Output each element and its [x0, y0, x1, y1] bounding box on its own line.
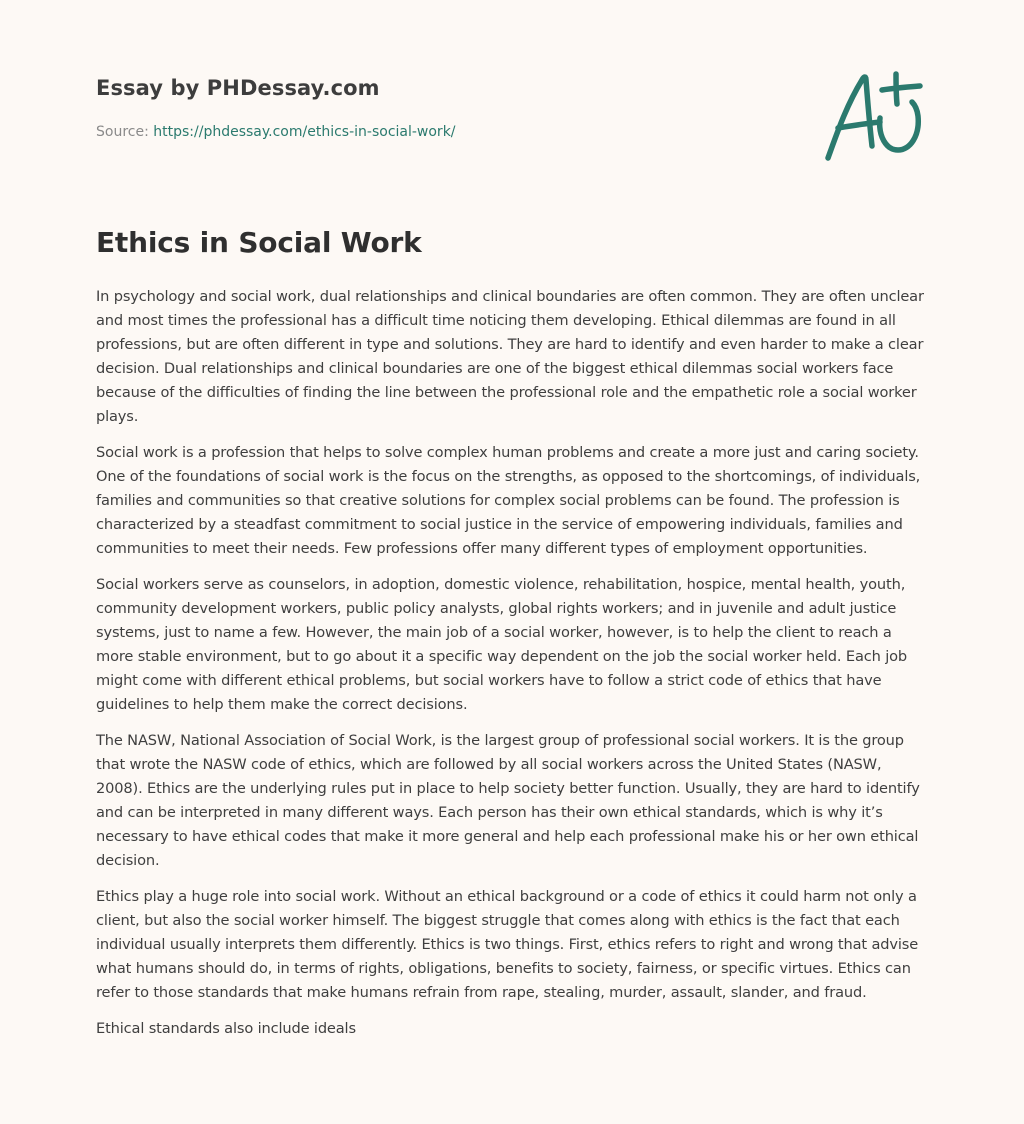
essay-paragraph: The NASW, National Association of Social Work, is the largest group of professional social workers. It is the group that wrote the NASW code of ethics, which are followed by all social workers across the United States (NASW, 2008). Ethics are the underlying rules put in place to help society better function. Usually, they are hard to identify and can be interpreted in many different ways. Each person has their own ethical standards, which is why it’s necessary to have ethical codes that make it more general and help each professional make his or her own ethical decision.	[96, 732, 920, 869]
site-brand: Essay by PHDessay.com	[96, 76, 380, 100]
essay-body	[96, 285, 928, 1053]
essay-paragraph: Social work is a profession that helps to solve complex human problems and create a more just and caring society. One of the foundations of social work is the focus on the strengths, as opposed to the shortcomings, of individuals, families and communities so that creative solutions for complex social problems can be found. The profession is characterized by a steadfast commitment to social justice in the service of empowering individuals, families and communities to meet their needs. Few professions offer many different types of employment opportunities.	[96, 444, 921, 557]
essay-paragraph: Social workers serve as counselors, in adoption, domestic violence, rehabilitation, hospice, mental health, youth, community development workers, public policy analysts, global rights workers; and in juvenile and adult justice systems, just to name a few. However, the main job of a social worker, however, is to help the client to reach a more stable environment, but to go about it a specific way dependent on the job the social worker held. Each job might come with different ethical problems, but social workers have to follow a strict code of ethics that have guidelines to help them make the correct decisions.	[96, 576, 908, 713]
essay-paragraph: Ethics play a huge role into social work. Without an ethical background or a code of ethics it could harm not only a client, but also the social worker himself. The biggest struggle that comes along with ethics is the fact that each individual usually interprets them differently. Ethics is two things. First, ethics refers to right and wrong that advise what humans should do, in terms of rights, obligations, benefits to society, fairness, or specific virtues. Ethics can refer to those standards that make humans refrain from rape, stealing, murder, assault, slander, and fraud.	[96, 888, 919, 1001]
a-plus-grade-icon	[822, 66, 926, 164]
source-link[interactable]: https://phdessay.com/ethics-in-social-work/	[153, 124, 456, 140]
source-label: Source:	[96, 124, 154, 140]
essay-paragraph: In psychology and social work, dual relationships and clinical boundaries are often common. They are often unclear and most times the professional has a difficult time noticing them developing. Ethical dilemmas are found in all professions, but are often different in type and solutions. They are hard to identify and even harder to make a clear decision. Dual relationships and clinical boundaries are one of the biggest ethical dilemmas social workers face because of the difficulties of finding the line between the professional role and the empathetic role a social worker plays.	[96, 288, 924, 425]
essay-title: Ethics in Social Work	[96, 226, 422, 259]
source-line	[96, 124, 456, 140]
essay-paragraph: Ethical standards also include ideals	[96, 1020, 356, 1037]
